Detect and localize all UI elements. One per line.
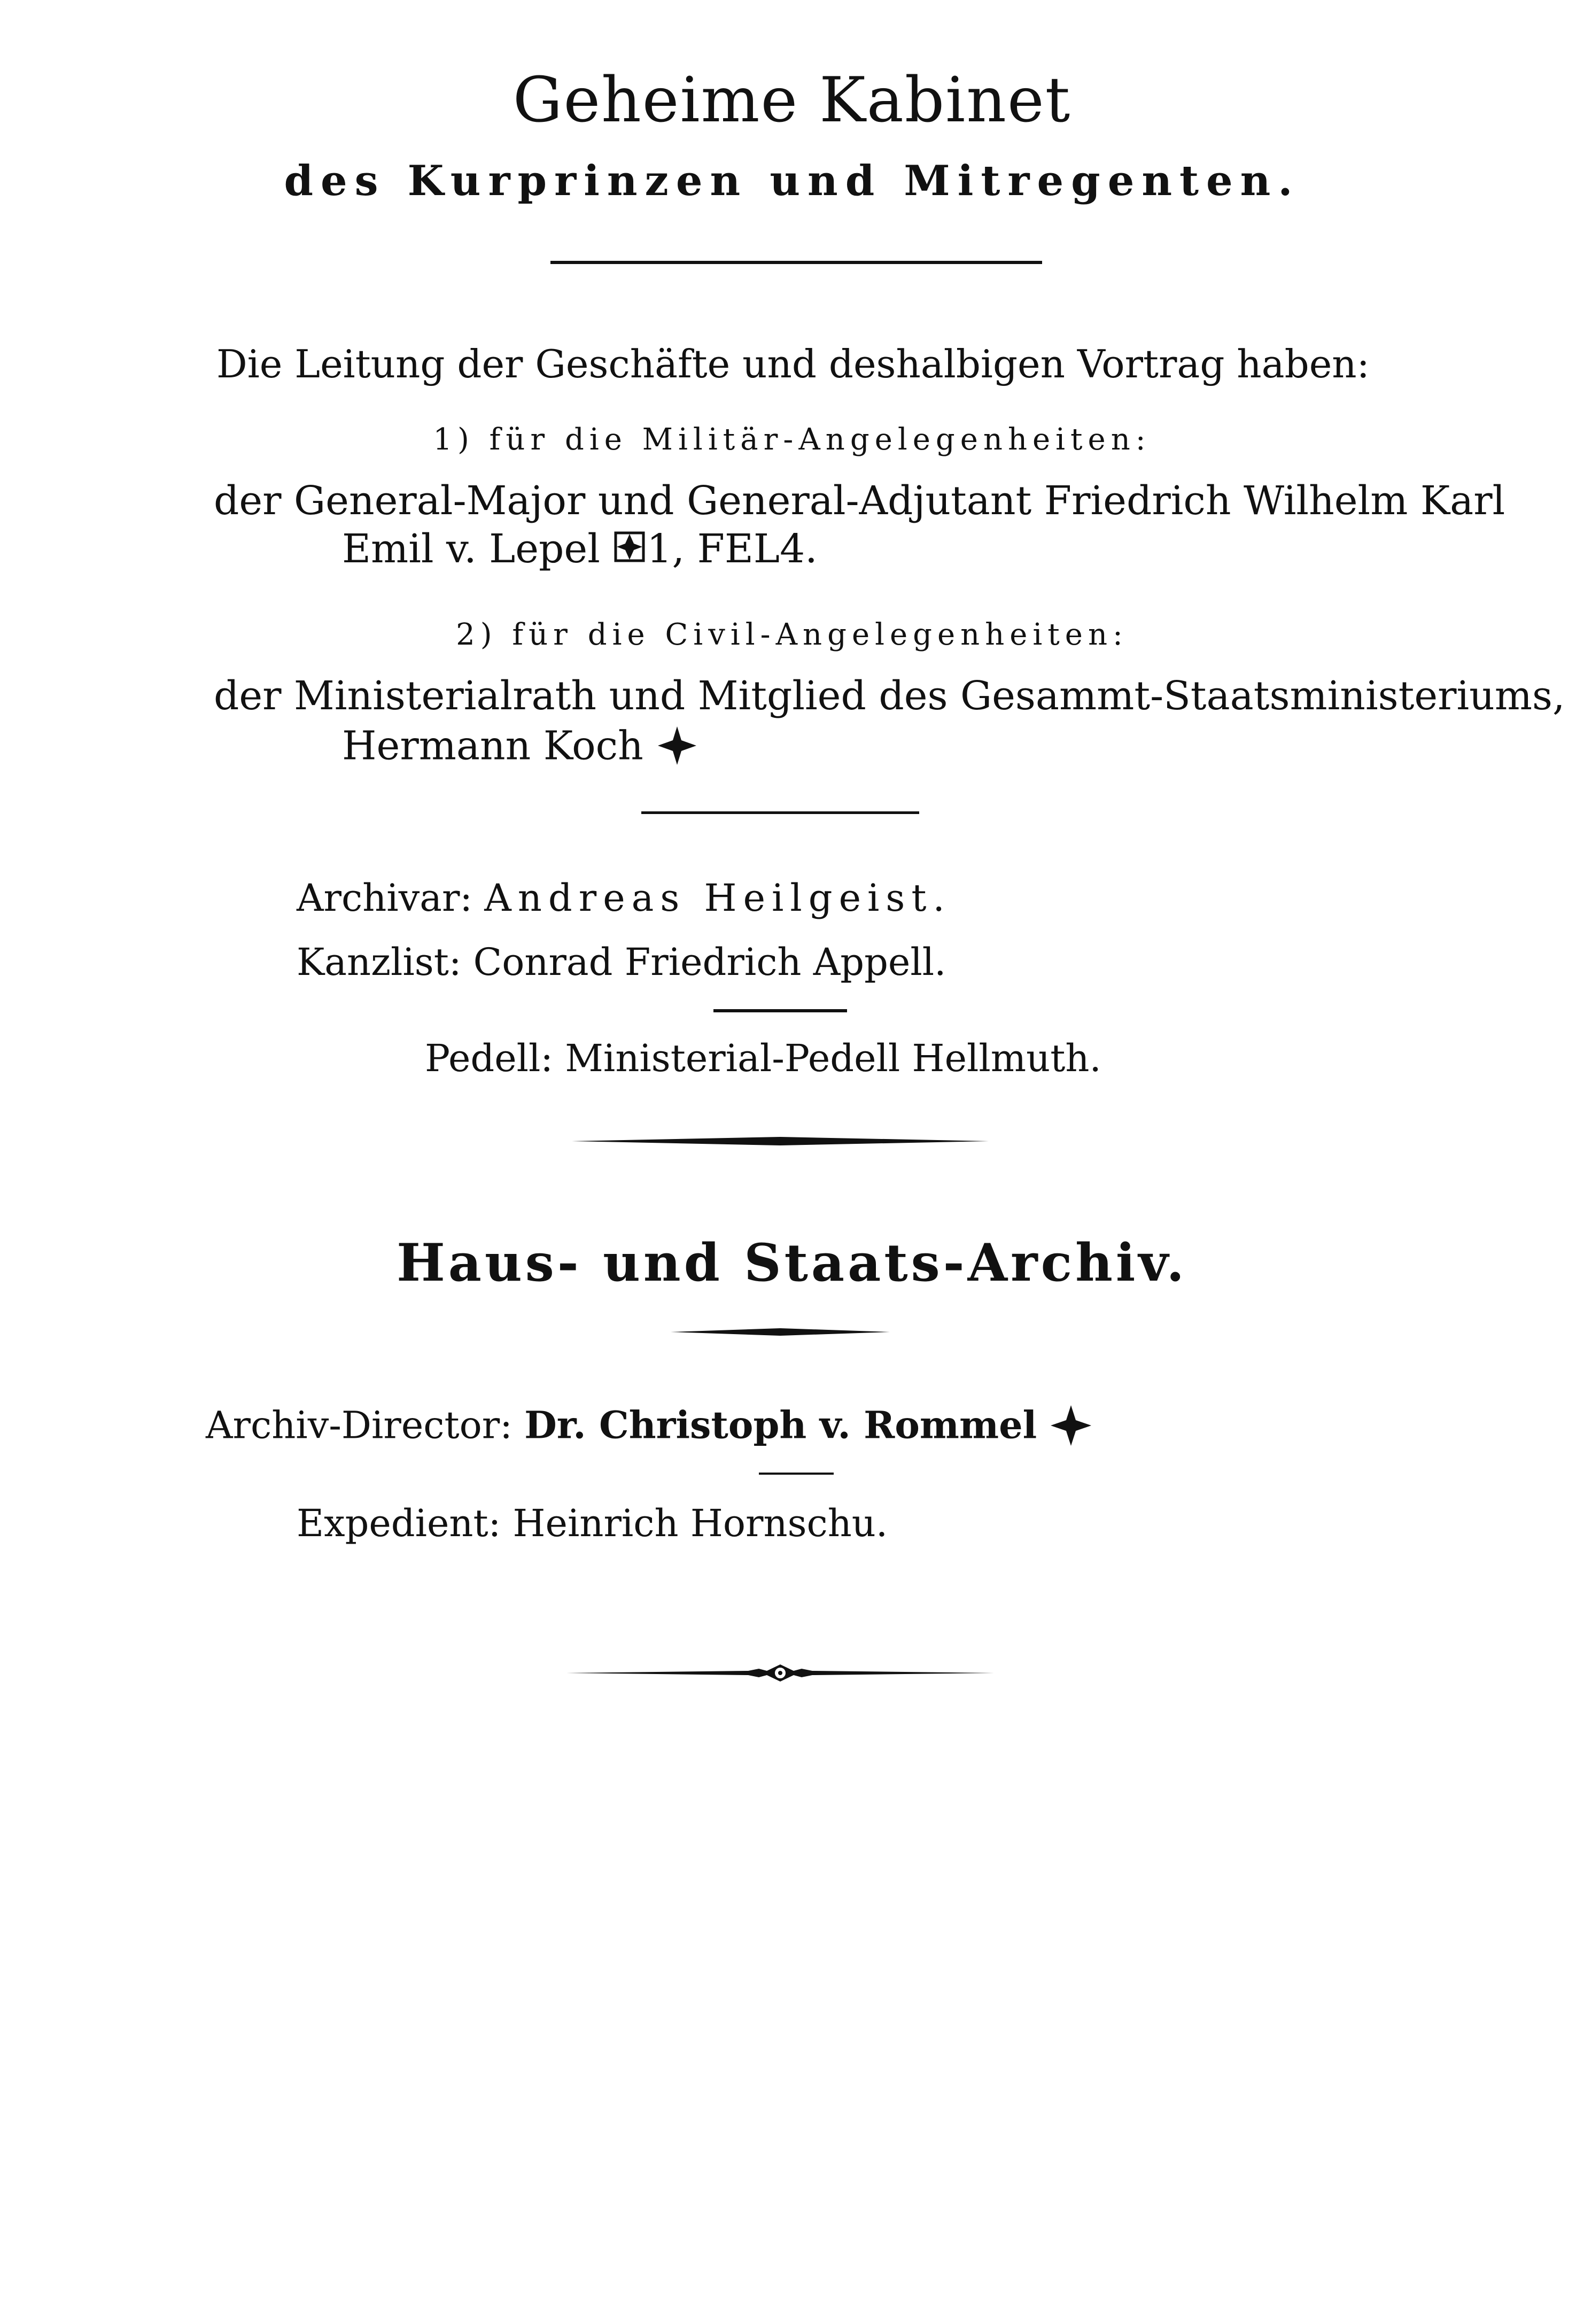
divider-rule	[759, 1473, 834, 1475]
civil-line-2	[342, 724, 698, 773]
kanzlist-label: Kanzlist:	[297, 940, 462, 984]
expedient-line	[297, 1501, 888, 1545]
civil-person-name: Hermann Koch	[342, 723, 643, 769]
divider-rule	[550, 261, 1042, 264]
tapered-rule-ornament	[572, 1133, 989, 1149]
pedell-label: Pedell:	[425, 1036, 553, 1080]
civil-line-1: der Ministerialrath und Mitglied des Gesammt-Staatsministeriums,	[214, 673, 1565, 719]
closing-ornament	[566, 1657, 994, 1689]
pedell-line	[425, 1036, 1101, 1080]
military-person-name: Emil v. Lepel	[342, 526, 600, 572]
military-order-1: 1,	[647, 526, 685, 572]
expedient-label: Expedient:	[297, 1501, 501, 1545]
cross-icon	[656, 724, 698, 773]
director-name: Dr. Christoph v. Rommel	[524, 1403, 1037, 1447]
archivar-name: Andreas Heilgeist.	[484, 876, 951, 920]
expedient-name: Heinrich Hornschu.	[513, 1501, 888, 1545]
archive-title: Haus- und Staats-Archiv.	[397, 1233, 1187, 1293]
director-label: Archiv-Director:	[206, 1403, 513, 1447]
intro-text: Die Leitung der Geschäfte und deshalbigen Vortrag haben:	[216, 342, 1370, 386]
military-order-2: FEL4.	[697, 526, 818, 572]
tapered-rule-ornament	[671, 1326, 890, 1338]
cross-icon	[1049, 1403, 1093, 1454]
military-heading: 1) für die Militär-Angelegenheiten:	[433, 422, 1151, 457]
order-cross-icon	[612, 530, 647, 575]
divider-rule	[713, 1009, 847, 1012]
page-subtitle: des Kurprinzen und Mitregenten.	[284, 157, 1300, 205]
kanzlist-name: Conrad Friedrich Appell.	[473, 940, 946, 984]
civil-heading: 2) für die Civil-Angelegenheiten:	[456, 617, 1128, 652]
kanzlist-line	[297, 940, 946, 984]
director-line	[206, 1403, 1093, 1454]
page-title: Geheime Kabinet	[513, 64, 1071, 136]
divider-rule	[641, 811, 919, 814]
archivar-line	[297, 876, 951, 920]
archivar-label: Archivar:	[297, 876, 473, 920]
pedell-name: Ministerial-Pedell Hellmuth.	[565, 1036, 1101, 1080]
military-line-2	[342, 526, 818, 575]
military-line-1: der General-Major und General-Adjutant Friedrich Wilhelm Karl	[214, 478, 1505, 524]
